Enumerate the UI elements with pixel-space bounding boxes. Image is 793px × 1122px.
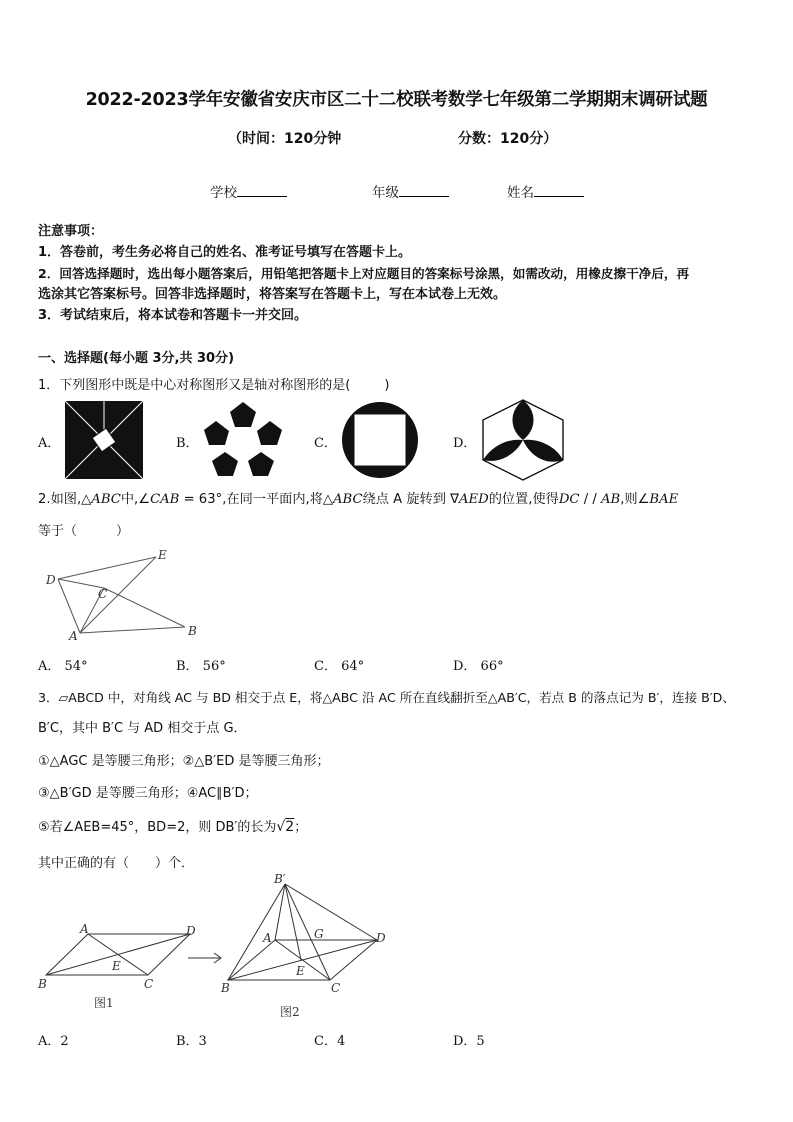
q3-f2-label-d: D: [376, 931, 386, 945]
school-field: [210, 181, 287, 201]
q3-line-3: ①△AGC 是等腰三角形；②△B′ED 是等腰三角形；: [38, 754, 330, 769]
q2-option-d: D． 66°: [453, 659, 504, 674]
q2-figure: [38, 545, 208, 645]
section-heading: 一、选择题(每小题 3分,共 30分): [38, 351, 235, 366]
q2-stem-a: 2.如图,△: [38, 492, 92, 507]
q2-abc: ABC: [91, 492, 121, 507]
q1-stem-text: 1．下列图形中既是中心对称图形又是轴对称图形的是(: [38, 378, 351, 393]
score-label: 分数：120分）: [458, 131, 558, 147]
q3-f2-label-g: G: [314, 927, 324, 941]
q3-f1-label-e: E: [112, 959, 121, 973]
q2-cab: CAB: [150, 492, 180, 507]
q2-stem-d: ,在同一平面内,将△: [222, 492, 334, 507]
school-blank: [237, 184, 287, 197]
name-label: 姓名: [507, 185, 534, 201]
page-title: 2022-2023学年安徽省安庆市区二十二校联考数学七年级第二学期期末调研试题: [85, 90, 708, 110]
q3-line-5-end: ；: [294, 820, 308, 835]
notes-block: [38, 221, 768, 326]
q1-stem-end: ): [384, 378, 390, 393]
q2-aed: AED: [458, 492, 489, 507]
q3-f1-label-d: D: [186, 924, 196, 938]
q3-sqrt-value: 2: [285, 819, 295, 835]
q2-stem: [38, 488, 678, 507]
q3-option-d: D．5: [453, 1034, 485, 1049]
q3-line-1: 3．▱ABCD 中，对角线 AC 与 BD 相交于点 E，将△ABC 沿 AC 所在直线翻折至△AB′C，若点 B 的落点记为 B′，连接 B′D、: [38, 690, 735, 705]
q3-f2-label-e: E: [296, 964, 305, 978]
q3-f1-label-c: C: [144, 977, 154, 991]
grade-field: [372, 181, 449, 201]
notes-line-2a: 2．回答选择题时，选出每小题答案后，用铅笔把答题卡上对应题目的答案标号涂黑，如需改动，用橡皮擦干净后，再: [38, 266, 690, 281]
q2-stem-h: ,则∠: [620, 492, 650, 507]
q2-label-d: D: [46, 573, 56, 587]
grade-label: 年级: [372, 185, 399, 201]
notes-heading: 注意事项：: [38, 224, 104, 239]
name-field: [507, 181, 584, 201]
q3-line-5: [38, 816, 307, 835]
q3-option-c: C．4: [314, 1034, 346, 1049]
q2-abc-2: ABC: [333, 492, 363, 507]
q2-label-b: B: [188, 624, 197, 638]
q2-bae: BAE: [649, 492, 679, 507]
q3-figure-2: [218, 872, 393, 1022]
q2-stem-f: 的位置,使得: [488, 492, 559, 507]
q2-ab: AB: [600, 492, 621, 507]
q3-f1-label-a: A: [80, 922, 89, 936]
q3-line-5-text: ⑤若∠AEB=45°，BD=2，则 DB′的长为: [38, 820, 277, 835]
q2-stem-e: 绕点 A 旋转到 ∇: [362, 492, 459, 507]
q3-f2-label-b: B: [221, 981, 230, 995]
notes-line-3: 3．考试结束后，将本试卷和答题卡一并交回。: [38, 308, 308, 323]
q2-option-b: B． 56°: [176, 659, 226, 674]
q2-option-a: A． 54°: [38, 659, 88, 674]
q2-dc: DC: [558, 492, 580, 507]
q3-fig2-caption: 图2: [280, 1005, 300, 1019]
sqrt-symbol: √2: [276, 819, 295, 835]
q2-label-c: C: [98, 587, 108, 601]
q2-stem-c: = 63°: [179, 492, 223, 507]
q1-option-a-label: A．: [38, 436, 61, 451]
q1-option-b-label: B．: [176, 436, 199, 451]
name-blank: [534, 184, 584, 197]
q2-label-e: E: [158, 548, 167, 562]
q2-stem-g: / /: [579, 492, 601, 507]
q3-figure-1: [36, 915, 206, 1015]
q2-stem-line2: 等于（ ）: [38, 524, 130, 539]
q3-f1-label-b: B: [38, 977, 47, 991]
q3-line-4: ③△B′GD 是等腰三角形；④AC∥B′D；: [38, 786, 258, 801]
notes-line-2b: 选涂其它答案标号。回答非选择题时，将答案写在答题卡上，写在本试卷上无效。: [38, 287, 507, 302]
q3-line-2: B′C，其中 B′C 与 AD 相交于点 G．: [38, 721, 247, 736]
q3-fig1-caption: 图1: [94, 996, 114, 1010]
q2-label-a: A: [69, 629, 78, 643]
q3-option-b: B．3: [176, 1034, 207, 1049]
q1-option-c-figure: [340, 400, 420, 480]
q1-option-a-figure: [64, 400, 144, 480]
q2-stem-b: 中,∠: [120, 492, 151, 507]
q3-f2-label-bp: B′: [274, 872, 286, 886]
q1-option-d-figure: [478, 398, 568, 482]
q3-f2-label-c: C: [331, 981, 341, 995]
q3-option-a: A．2: [38, 1034, 69, 1049]
q3-f2-label-a: A: [263, 931, 272, 945]
q1-stem: [38, 374, 389, 393]
q1-option-d-label: D．: [453, 436, 477, 451]
q1-option-b-figure: [200, 400, 286, 480]
q3-line-6: 其中正确的有（ ）个．: [38, 856, 195, 871]
q2-option-c: C． 64°: [314, 659, 365, 674]
q1-option-c-label: C．: [314, 436, 337, 451]
grade-blank: [399, 184, 449, 197]
notes-line-1: 1．答卷前，考生务必将自己的姓名、准考证号填写在答题卡上。: [38, 245, 412, 260]
school-label: 学校: [210, 185, 237, 201]
time-label: （时间：120分钟: [228, 131, 342, 147]
